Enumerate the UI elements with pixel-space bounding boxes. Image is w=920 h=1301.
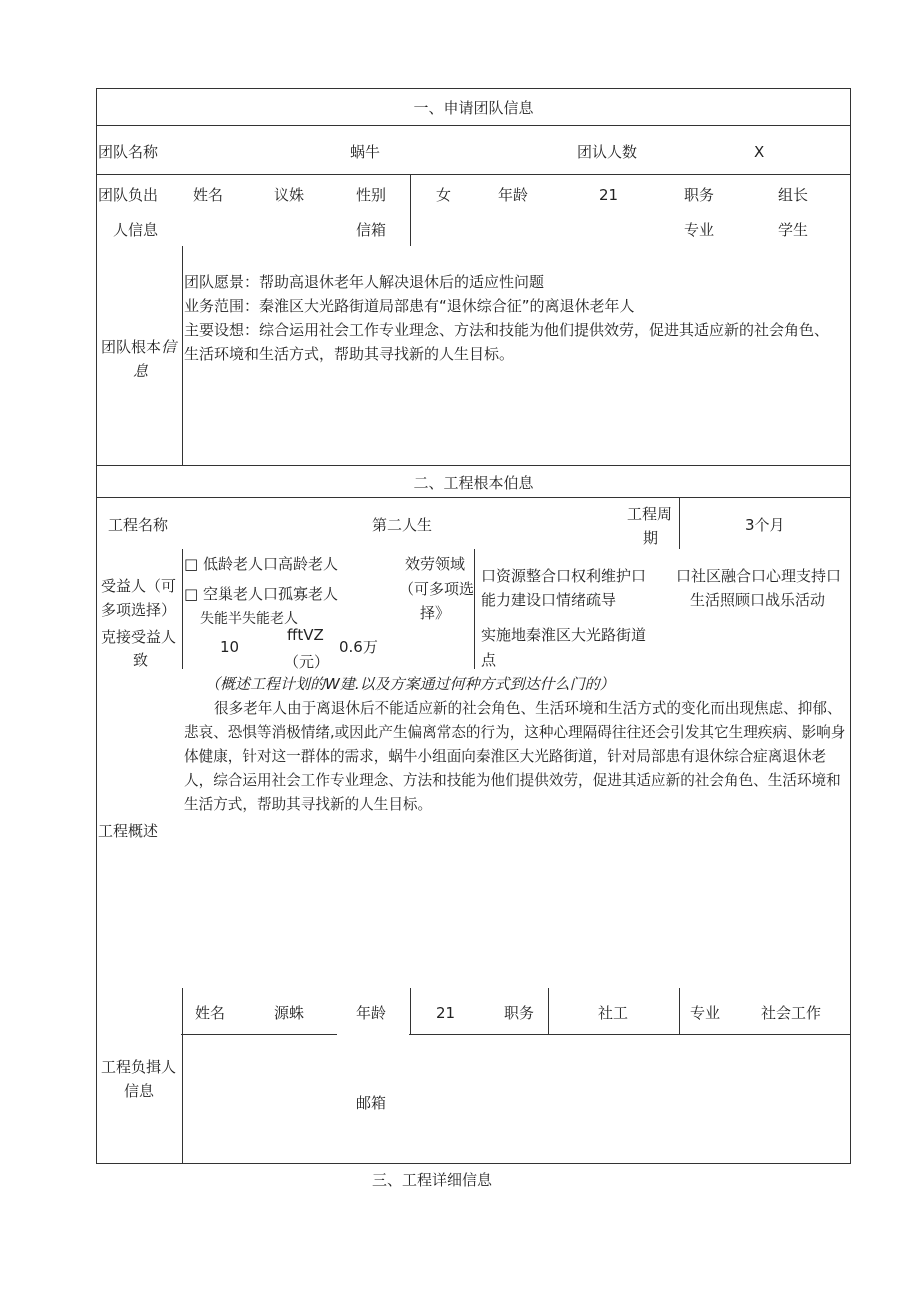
divider	[96, 465, 851, 466]
budget-label: （元）	[284, 653, 330, 671]
divider	[679, 988, 680, 1034]
member-count-label: 团认人数	[577, 143, 638, 161]
divider	[474, 549, 475, 669]
leader-name-value: 议姝	[274, 186, 305, 204]
section-1-title: 一、申请团队信息	[413, 99, 534, 117]
lead-name-label: 姓名	[195, 1004, 226, 1022]
direct-beneficiary-label: 致	[133, 651, 149, 669]
lead-position-value: 社工	[598, 1004, 629, 1022]
leader-gender-value: 女	[436, 186, 452, 204]
service-area-option: 口资源整合口权利维护口	[481, 567, 647, 585]
divider	[548, 988, 549, 1034]
beneficiary-label: 受益人（可	[101, 577, 177, 595]
beneficiary-option: □ 低龄老人口高龄老人	[184, 555, 338, 573]
project-name-value: 第二人生	[372, 516, 433, 534]
team-business-scope: 业务范围：秦淮区大光路街道局部患有“退休综合征”的离退休老年人	[184, 297, 635, 315]
leader-major-label: 专业	[684, 221, 715, 239]
leader-info-label: 人信息	[113, 221, 159, 239]
divider	[96, 174, 851, 175]
divider	[182, 549, 183, 669]
divider	[409, 1034, 851, 1035]
divider	[96, 125, 851, 126]
divider	[410, 174, 411, 246]
budget-value: 0.6万	[339, 638, 378, 656]
divider	[182, 246, 183, 465]
leader-major-value: 学生	[778, 221, 809, 239]
project-lead-label: 信息	[124, 1082, 155, 1100]
leader-email-label: 信箱	[356, 221, 387, 239]
leader-age-value: 21	[599, 186, 619, 204]
leader-age-label: 年龄	[498, 186, 529, 204]
leader-info-label: 团队负出	[98, 186, 159, 204]
team-main-idea: 主要设想：综合运用社会工作专业理念、方法和技能为他们提供效劳，促进其适应新的社会角色、	[184, 321, 830, 339]
direct-beneficiary-label: 克接受益人	[101, 628, 177, 646]
project-name-label: 工程名称	[108, 516, 169, 534]
leader-position-label: 职务	[684, 186, 715, 204]
direct-beneficiary-count: 10	[220, 638, 240, 656]
overview-label: 工程概述	[98, 822, 159, 840]
lead-age-label: 年龄	[356, 1004, 387, 1022]
team-name-label: 团队名称	[98, 143, 159, 161]
location-value-cont: 点	[481, 651, 497, 669]
team-vision: 团队愿景：帮助高退休老年人解决退休后的适应性问题	[184, 273, 545, 291]
lead-major-label: 专业	[690, 1004, 721, 1022]
budget-label: fftVZ	[287, 626, 324, 644]
beneficiary-option: □ 空巢老人口孤寡老人	[184, 585, 338, 603]
service-area-option: 能力建设口情绪疏导	[481, 591, 617, 609]
project-lead-label: 工程负揖人	[101, 1058, 177, 1076]
service-area-option: 生活照顾口战乐活动	[690, 591, 826, 609]
service-area-label: 效劳领域	[405, 555, 466, 573]
project-period-label: 工程周	[627, 505, 673, 523]
section-2-title: 二、工程根本伯息	[413, 474, 534, 492]
location-value: 秦淮区大光路街道	[526, 626, 647, 644]
divider	[679, 497, 680, 549]
lead-major-value: 社会工作	[761, 1004, 822, 1022]
overview-text: 很多老年人由于离退休后不能适应新的社会角色、生活环境和生活方式的变化而出现焦虑、抑郁、悲哀、恐惧等消极情绪,或因此产生偏离常态的行为，这种心理隔碍往往还会引发其它生理疾病、影响身体健康，针对这一群体的需求，蜗牛小组面向秦淮区大光路街道，针对局部患有退休综合症离退休老人，综合运用社会工作专业理念、方法和技能为他们提供效劳，促进其适应新的社会角色、生活环境和生活方式，帮助其寻找新的人生目标。	[184, 700, 846, 813]
divider	[410, 988, 411, 1034]
project-period-value: 3个月	[745, 516, 785, 534]
member-count-value: X	[754, 143, 765, 161]
divider	[96, 497, 851, 498]
leader-name-label: 姓名	[193, 186, 224, 204]
overview-hint: （概述工程计划的W建.以及方案通过何种方式到达什么门的）	[205, 675, 615, 693]
team-basic-label: 团队根本信	[101, 338, 177, 356]
lead-name-value: 源蛛	[274, 1004, 305, 1022]
leader-gender-label: 性别	[356, 186, 387, 204]
section-3-title: 三、工程详细信息	[372, 1171, 493, 1189]
team-basic-label: 息	[133, 362, 149, 380]
lead-age-value: 21	[436, 1004, 456, 1022]
divider	[181, 1034, 337, 1035]
service-area-option: 口社区融合口心理支持口	[676, 567, 842, 585]
lead-email-label: 邮箱	[356, 1094, 387, 1112]
location-label: 实施地秦淮区大光路街道	[481, 626, 647, 644]
beneficiary-option-clipped: 失能半失能老人	[200, 611, 298, 627]
project-period-label: 期	[643, 529, 659, 547]
leader-position-value: 组长	[778, 186, 809, 204]
service-area-label: 择》	[420, 604, 451, 622]
divider	[182, 988, 183, 1164]
lead-position-label: 职务	[504, 1004, 535, 1022]
team-name-value: 蜗牛	[350, 143, 381, 161]
beneficiary-label: 多项选择）	[101, 601, 177, 619]
service-area-label: （可多项选	[399, 580, 475, 598]
team-main-idea-cont: 生活环境和生活方式，帮助其寻找新的人生目标。	[184, 345, 515, 363]
